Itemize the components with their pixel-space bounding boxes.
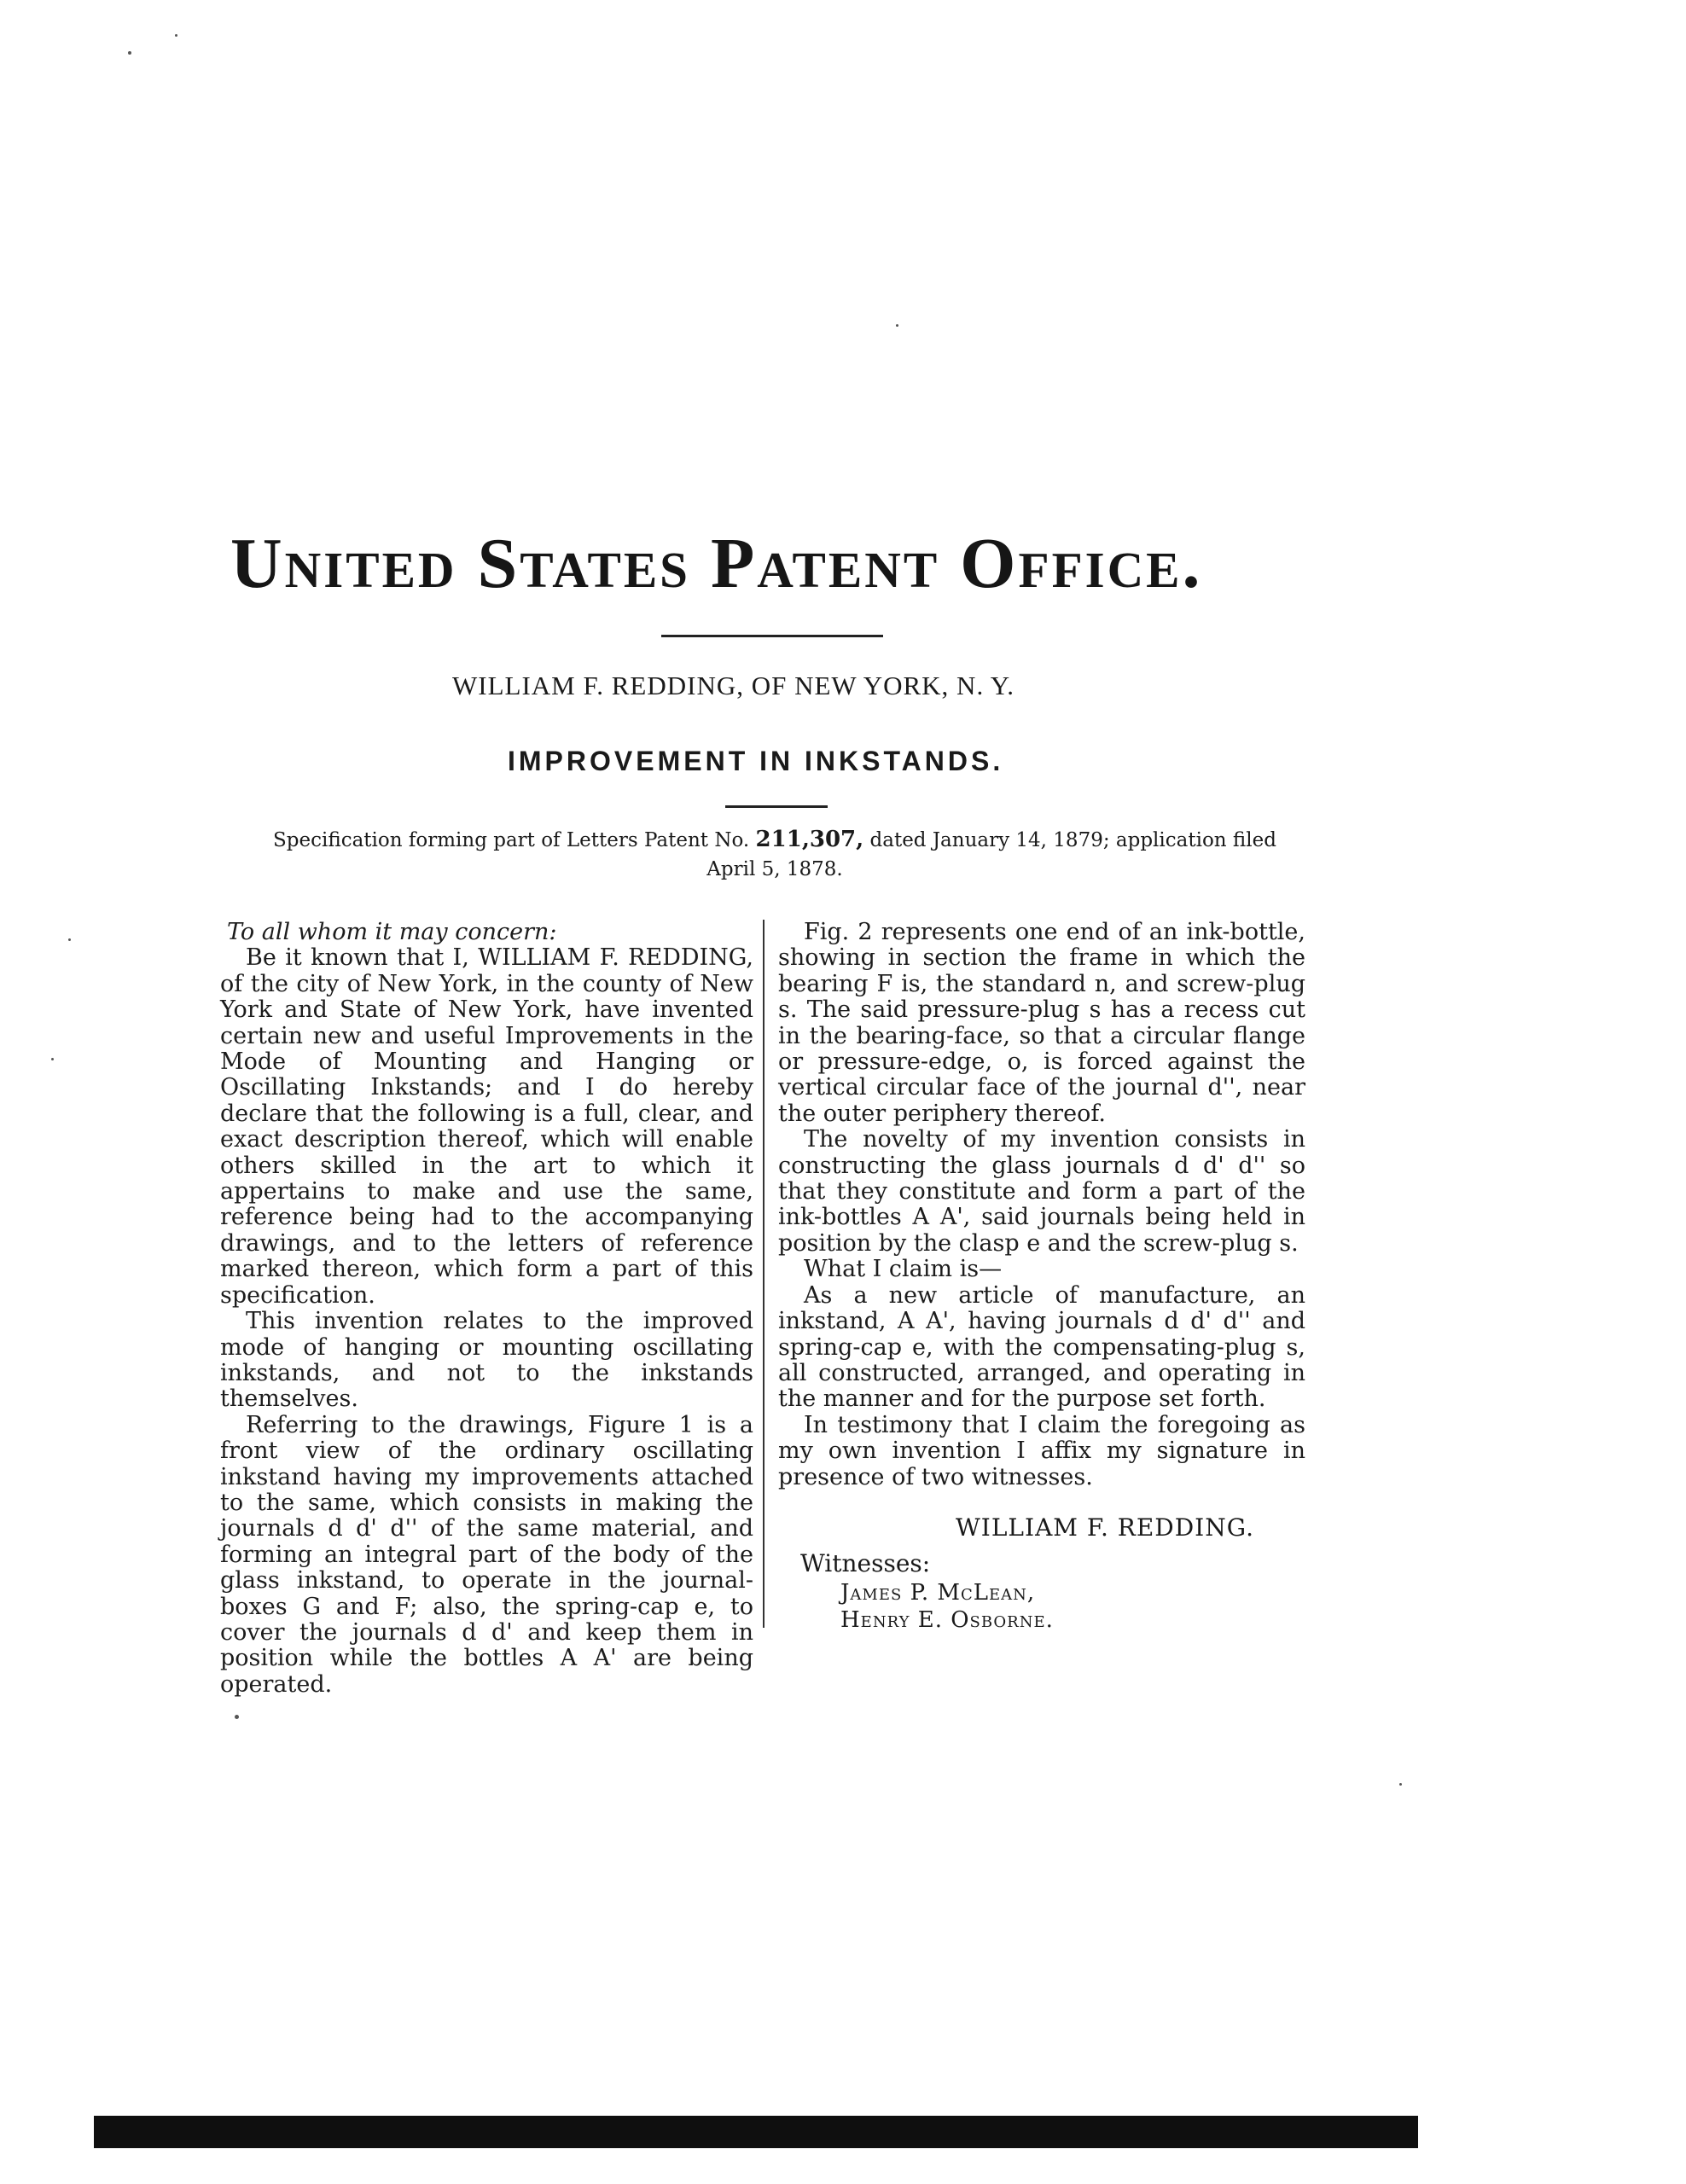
scan-speck (1399, 1783, 1402, 1786)
subject-rule (725, 805, 828, 808)
right-column (778, 920, 1305, 1490)
witness-name: Henry E. Osborne. (840, 1607, 1054, 1633)
inventor-line: WILLIAM F. REDDING, OF NEW YORK, N. Y. (452, 671, 1015, 700)
patent-number: 211,307, (755, 827, 864, 852)
specification-line (271, 825, 1278, 884)
title-rule (661, 635, 883, 637)
paragraph: Be it known that I, WILLIAM F. REDDING, of the city of New York, in the county of New York and State of New York, have invented certain new and useful Improvements in the Mode of Mounting and Hanging or Oscillating Inkstands; and I do hereby declare that the following is a full, clear, and exact description thereof, which will enable others skilled in the art to which it appertains to make and use the same, reference being had to the accompanying drawings, and to the letters of reference marked thereon, which form a part of this specification. (220, 944, 753, 1309)
scan-speck (896, 324, 898, 327)
claim-heading: What I claim is— (804, 1256, 1003, 1283)
scan-speck (68, 938, 71, 941)
spec-prefix: Specification forming part of Letters Patent No. (273, 829, 750, 851)
spec-suffix: dated January 14, 1879; application filed April 5, 1878. (706, 829, 1276, 880)
scan-edge-bar (94, 2116, 1418, 2148)
witness-name: James P. McLean, (840, 1580, 1036, 1606)
inventor-signature: WILLIAM F. REDDING. (956, 1513, 1254, 1542)
paragraph: Referring to the drawings, Figure 1 is a front view of the ordinary oscillating inkstand having my improvements attached to the same, which consists in making the journals d d' d'' of the same material, and forming an integral part of the body of the glass inkstand, to operate in the journal-boxes G and F; also, the spring-cap e, to cover the journals d d' and keep them in position while the bottles A A' are being operated. (220, 1411, 753, 1698)
left-column (220, 920, 753, 1698)
subject-heading: IMPROVEMENT IN INKSTANDS. (508, 746, 1004, 776)
witnesses-label: Witnesses: (800, 1549, 931, 1577)
claim: As a new article of manufacture, an inkstand, A A', having journals d d' d'' and spring-cap e, with the compensating-plug s, all constructed, arranged, and operating in the manner and for the purpose set forth. (778, 1281, 1305, 1413)
paragraph: In testimony that I claim the foregoing as my own invention I affix my signature in presence of two witnesses. (778, 1411, 1305, 1490)
paragraph: This invention relates to the improved mode of hanging or mounting oscillating inkstands, and not to the inkstands themselves. (220, 1308, 753, 1413)
scan-speck (235, 1715, 239, 1719)
column-divider (763, 920, 765, 1628)
paragraph: The novelty of my invention consists in constructing the glass journals d d' d'' so that they constitute and form a part of the ink-bottles A A', said journals being held in position by the clasp e and the screw-plug s. (778, 1126, 1305, 1257)
scan-speck (175, 34, 177, 37)
paragraph: Fig. 2 represents one end of an ink-bottle, showing in section the frame in which the bearing F is, the standard n, and screw-plug s. The said pressure-plug s has a recess cut in the bearing-face, so that a circular flange or pressure-edge, o, is forced against the vertical circular face of the journal d'', near the outer periphery thereof. (778, 919, 1305, 1127)
scan-speck (128, 51, 131, 55)
office-title: United States Patent Office. (230, 524, 1203, 603)
salutation: To all whom it may concern: (227, 919, 557, 945)
scan-speck (51, 1058, 54, 1060)
